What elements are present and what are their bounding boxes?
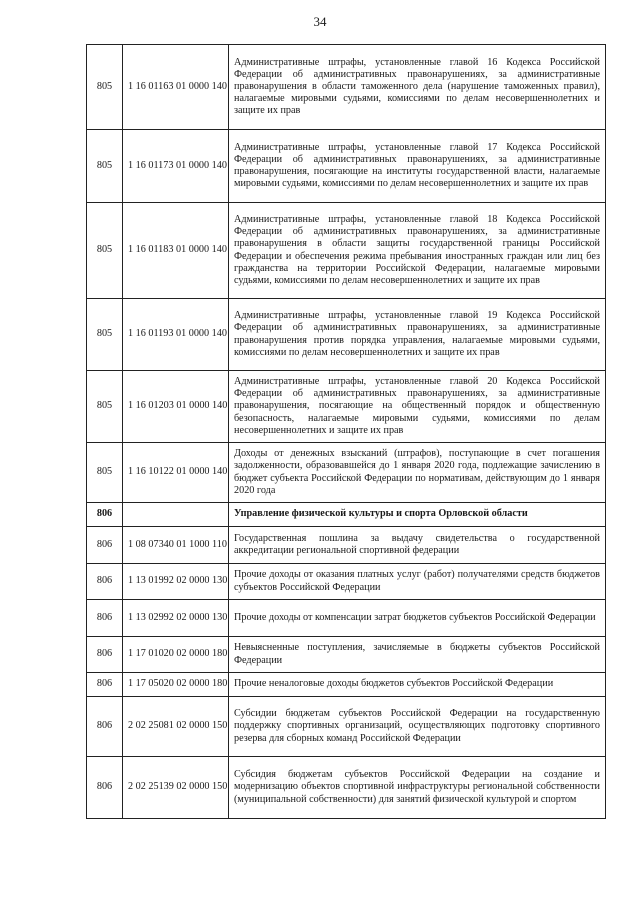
- budget-code-cell: 1 08 07340 01 1000 110: [123, 527, 229, 564]
- section-heading-row: [87, 503, 606, 527]
- admin-code-cell: 806: [87, 503, 123, 527]
- admin-code-cell: 806: [87, 637, 123, 673]
- table-row: [87, 443, 606, 503]
- admin-code-cell: 805: [87, 443, 123, 503]
- table-row: [87, 697, 606, 757]
- table-row: [87, 45, 606, 130]
- admin-code-cell: 805: [87, 130, 123, 203]
- table-body: [87, 45, 606, 819]
- admin-code-cell: 805: [87, 299, 123, 371]
- budget-code-cell: 1 16 01163 01 0000 140: [123, 45, 229, 130]
- budget-code-cell: 1 16 01173 01 0000 140: [123, 130, 229, 203]
- income-name-cell: Прочие доходы от оказания платных услуг (работ) получателями средств бюджетов субъектов Российской Федерации: [229, 564, 606, 600]
- income-name-cell: Государственная пошлина за выдачу свидетельства о государственной аккредитации региональной спортивной федерации: [229, 527, 606, 564]
- admin-code-cell: 805: [87, 203, 123, 299]
- table-row: [87, 673, 606, 697]
- table-row: [87, 600, 606, 637]
- income-name-cell: Административные штрафы, установленные главой 19 Кодекса Российской Федерации об административных правонарушениях, за административные правонарушения против порядка управления, налагаемые мировыми судьями, комиссиями по делам несовершеннолетних и защите их прав: [229, 299, 606, 371]
- admin-code-cell: 806: [87, 757, 123, 819]
- income-name-cell: Прочие доходы от компенсации затрат бюджетов субъектов Российской Федерации: [229, 600, 606, 637]
- admin-code-cell: 806: [87, 564, 123, 600]
- budget-code-cell: 1 17 01020 02 0000 180: [123, 637, 229, 673]
- admin-code-cell: 806: [87, 527, 123, 564]
- admin-code-cell: 806: [87, 673, 123, 697]
- revenue-classification-table: [86, 44, 606, 819]
- admin-code-cell: 805: [87, 371, 123, 443]
- table-row: [87, 371, 606, 443]
- income-name-cell: Субсидия бюджетам субъектов Российской Федерации на создание и модернизацию объектов спортивной инфраструктуры региональной собственности (муниципальной собственности) для занятий физической культурой и спортом: [229, 757, 606, 819]
- income-name-cell: Прочие неналоговые доходы бюджетов субъектов Российской Федерации: [229, 673, 606, 697]
- income-name-cell: Невыясненные поступления, зачисляемые в бюджеты субъектов Российской Федерации: [229, 637, 606, 673]
- admin-code-cell: 806: [87, 697, 123, 757]
- table-row: [87, 527, 606, 564]
- budget-code-cell: 2 02 25139 02 0000 150: [123, 757, 229, 819]
- income-name-cell: Субсидии бюджетам субъектов Российской Федерации на государственную поддержку спортивных организаций, осуществляющих подготовку спортивного резерва для сборных команд Российской Федерации: [229, 697, 606, 757]
- income-name-cell: Административные штрафы, установленные главой 16 Кодекса Российской Федерации об административных правонарушениях, за административные правонарушения в области таможенного дела (нарушение таможенных правил), налагаемые мировыми судьями, комиссиями по делам несовершеннолетних и защите их прав: [229, 45, 606, 130]
- section-title: Управление физической культуры и спорта Орловской области: [229, 503, 606, 527]
- page-number: 34: [313, 14, 327, 29]
- budget-code-cell: 1 16 01183 01 0000 140: [123, 203, 229, 299]
- budget-code-cell: 1 16 01203 01 0000 140: [123, 371, 229, 443]
- budget-code-cell: 1 17 05020 02 0000 180: [123, 673, 229, 697]
- budget-code-cell: 1 16 10122 01 0000 140: [123, 443, 229, 503]
- budget-code-cell: 1 13 02992 02 0000 130: [123, 600, 229, 637]
- income-name-cell: Административные штрафы, установленные главой 17 Кодекса Российской Федерации об административных правонарушениях, за административные правонарушения, посягающие на институты государственной власти, налагаемые мировыми судьями, комиссиями по делам несовершеннолетних и защите их прав: [229, 130, 606, 203]
- income-name-cell: Административные штрафы, установленные главой 18 Кодекса Российской Федерации об административных правонарушениях, за административные правонарушения в области защиты государственной границы Российской Федерации и обеспечения режима пребывания иностранных граждан или лиц без гражданства на территории Российской Федерации, налагаемые мировыми судьями, комиссиями по делам несовершеннолетних и защите их прав: [229, 203, 606, 299]
- admin-code-cell: 806: [87, 600, 123, 637]
- income-name-cell: Доходы от денежных взысканий (штрафов), поступающие в счет погашения задолженности, образовавшейся до 1 января 2020 года, подлежащие зачислению в бюджет субъекта Российской Федерации по нормативам, действующим до 1 января 2020 года: [229, 443, 606, 503]
- budget-code-cell: [123, 503, 229, 527]
- budget-code-cell: 1 16 01193 01 0000 140: [123, 299, 229, 371]
- table-row: [87, 637, 606, 673]
- table-row: [87, 757, 606, 819]
- admin-code-cell: 805: [87, 45, 123, 130]
- budget-code-cell: 1 13 01992 02 0000 130: [123, 564, 229, 600]
- table-row: [87, 130, 606, 203]
- table-row: [87, 203, 606, 299]
- income-name-cell: Административные штрафы, установленные главой 20 Кодекса Российской Федерации об административных правонарушениях, за административные правонарушения, посягающие на общественный порядок и общественную безопасность, налагаемые мировыми судьями, комиссиями по делам несовершеннолетних и защите их прав: [229, 371, 606, 443]
- table-row: [87, 299, 606, 371]
- budget-code-cell: 2 02 25081 02 0000 150: [123, 697, 229, 757]
- table-row: [87, 564, 606, 600]
